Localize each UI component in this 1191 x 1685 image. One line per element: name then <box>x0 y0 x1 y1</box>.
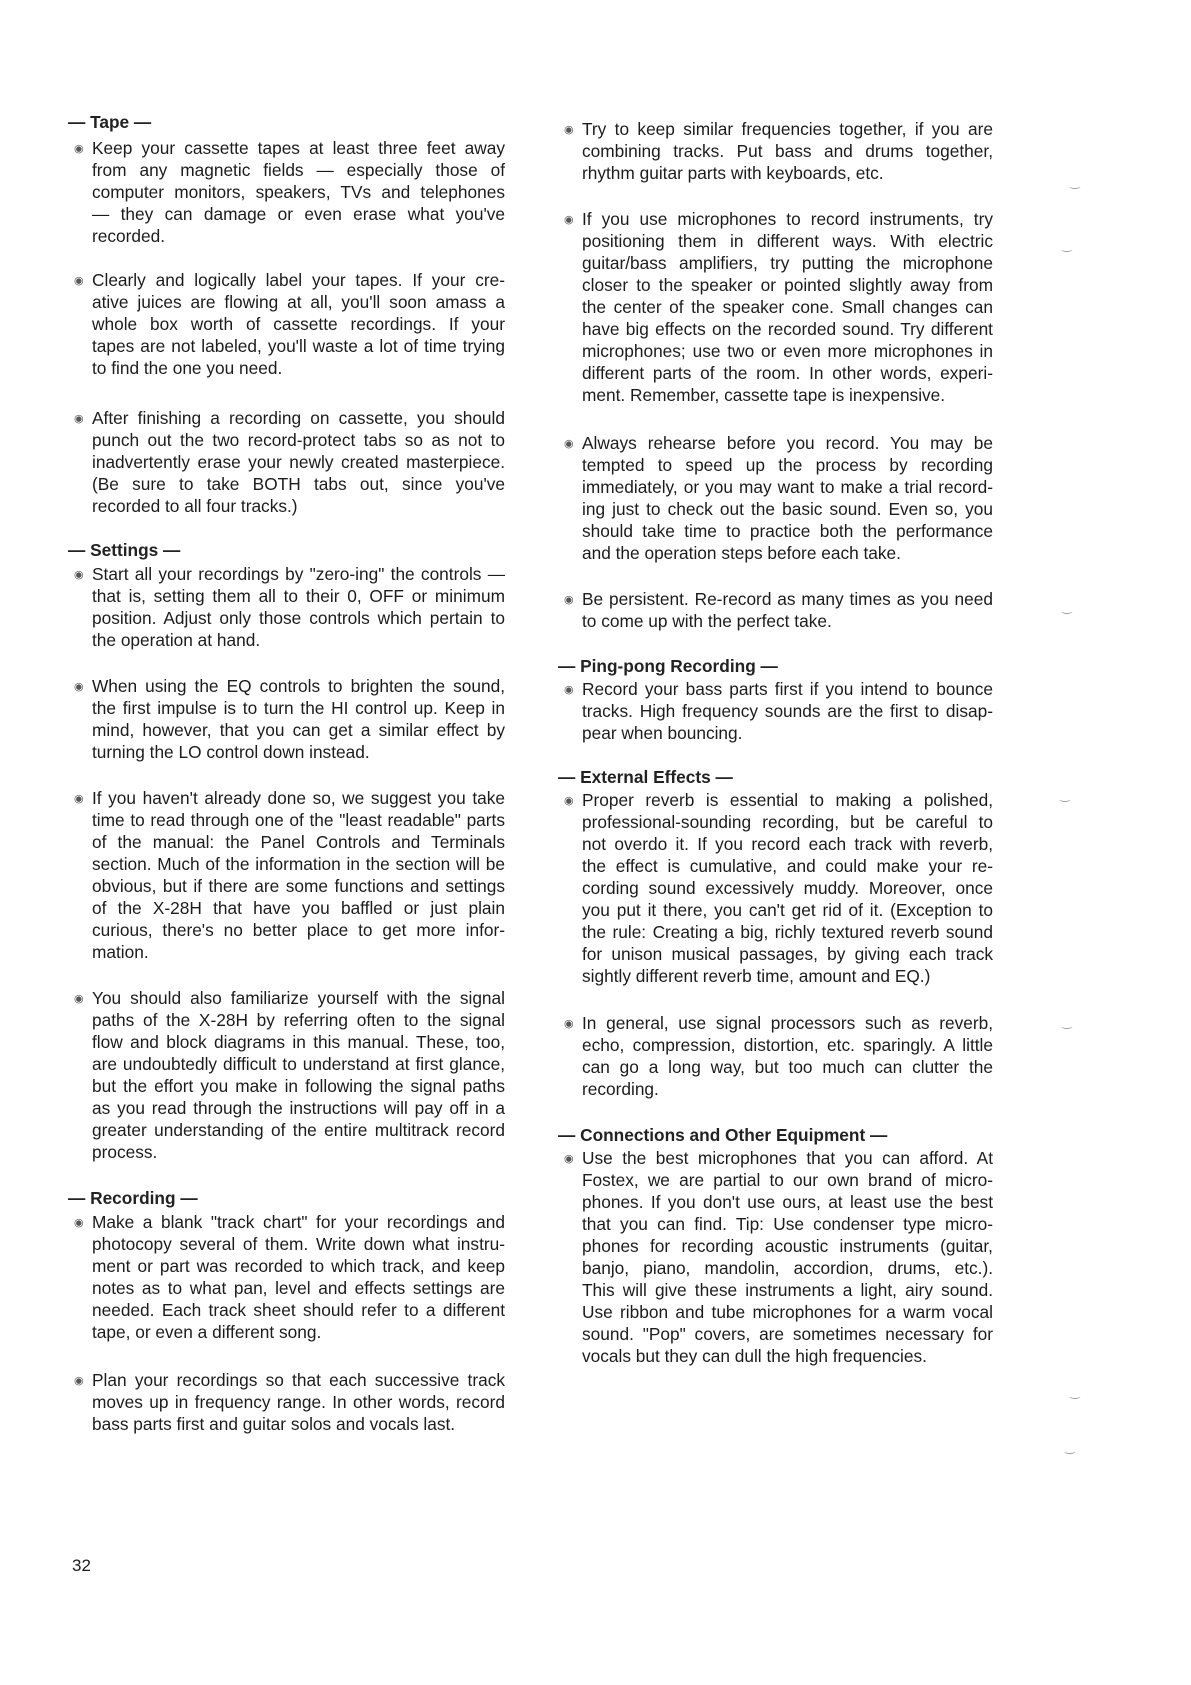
paragraph-line: section. Much of the information in the section will be <box>92 854 505 874</box>
paragraph-line: Keep your cassette tapes at least three feet away <box>92 138 505 158</box>
paragraph-line: ment or part was recorded to which track, and keep <box>92 1256 505 1276</box>
paragraph-line: Always rehearse before you record. You may be <box>582 433 993 453</box>
bullet-icon: ◉ <box>74 569 84 581</box>
section-heading-text: — Ping-pong Recording — <box>558 656 778 676</box>
paragraph-line: can go a long way, but too much can clutter the <box>582 1057 993 1077</box>
paragraph-line: as you read through the instructions will pay off in a <box>92 1098 505 1118</box>
paragraph-line: positioning them in different ways. With electric <box>582 231 993 251</box>
bullet-icon: ◉ <box>564 1153 574 1165</box>
paragraph-line: Clearly and logically label your tapes. If your cre- <box>92 270 505 290</box>
section-heading-text: — Settings — <box>68 540 181 560</box>
paragraph-line: ative juices are flowing at all, you'll soon amass a <box>92 292 505 312</box>
paragraph-line: Plan your recordings so that each successive track <box>92 1370 505 1390</box>
paragraph-line: needed. Each track sheet should refer to a different <box>92 1300 505 1320</box>
paragraph-line: greater understanding of the entire multitrack record <box>92 1120 505 1140</box>
paragraph-line: have big effects on the recorded sound. Try different <box>582 319 993 339</box>
section-heading-text: — External Effects — <box>558 767 733 787</box>
scan-mark: ‿ <box>1062 238 1072 252</box>
bullet-paragraph <box>74 407 505 517</box>
paragraph-line: If you haven't already done so, we suggest you take <box>92 788 505 808</box>
paragraph-line: Fostex, we are partial to our own brand of micro- <box>582 1170 993 1190</box>
bullet-icon: ◉ <box>74 993 84 1005</box>
bullet-paragraph <box>564 1012 993 1100</box>
paragraph-line: to find the one you need. <box>92 358 283 378</box>
paragraph-line: professional-sounding recording, but be careful to <box>582 812 993 832</box>
section-heading <box>558 655 993 677</box>
paragraph-line: This will give these instruments a light, airy sound. <box>582 1280 993 1300</box>
paragraph-line: vocals but they can dull the high frequencies. <box>582 1346 927 1366</box>
bullet-icon: ◉ <box>564 1018 574 1030</box>
bullet-paragraph <box>74 1369 505 1435</box>
paragraph-line: Record your bass parts first if you intend to bounce <box>582 679 993 699</box>
paragraph-line: for unison musical passages, by giving each track <box>582 944 993 964</box>
bullet-paragraph <box>74 563 505 651</box>
paragraph-line: tape, or even a different song. <box>92 1322 322 1342</box>
section-heading <box>68 539 505 561</box>
paragraph-line: not overdo it. If you record each track with reverb, <box>582 834 993 854</box>
paragraph-line: echo, compression, distortion, etc. sparingly. A little <box>582 1035 993 1055</box>
paragraph-line: position. Adjust only those controls which pertain to <box>92 608 505 628</box>
paragraph-line: Start all your recordings by "zero-ing" the controls — <box>92 564 505 584</box>
paragraph-line: of the X-28H that have you baffled or just plain <box>92 898 505 918</box>
section-heading-text: — Recording — <box>68 1188 198 1208</box>
bullet-paragraph <box>74 1211 505 1343</box>
scan-mark: ‿ <box>1070 175 1080 189</box>
page-number: 32 <box>72 1556 91 1575</box>
bullet-icon: ◉ <box>74 1375 84 1387</box>
paragraph-line: mind, however, that you can get a similar effect by <box>92 720 505 740</box>
bullet-paragraph <box>74 675 505 763</box>
paragraph-line: tapes are not labeled, you'll waste a lot of time trying <box>92 336 505 356</box>
bullet-paragraph <box>74 787 505 963</box>
bullet-paragraph <box>74 987 505 1163</box>
bullet-icon: ◉ <box>74 275 84 287</box>
paragraph-line: the center of the speaker cone. Small changes can <box>582 297 993 317</box>
paragraph-line: the operation at hand. <box>92 630 261 650</box>
paragraph-line: computer monitors, speakers, TVs and telephones <box>92 182 505 202</box>
bullet-paragraph <box>564 118 993 184</box>
paragraph-line: ing just to check out the basic sound. Even so, you <box>582 499 993 519</box>
scan-mark: ‿ <box>1062 600 1072 614</box>
paragraph-line: Use ribbon and tube microphones for a warm vocal <box>582 1302 993 1322</box>
section-heading <box>558 1124 993 1146</box>
paragraph-line: When using the EQ controls to brighten the sound, <box>92 676 505 696</box>
bullet-icon: ◉ <box>74 793 84 805</box>
bullet-icon: ◉ <box>74 413 84 425</box>
paragraph-line: that is, setting them all to their 0, OFF or minimum <box>92 586 505 606</box>
paragraph-line: the first impulse is to turn the HI control up. Keep in <box>92 698 505 718</box>
paragraph-line: In general, use signal processors such as reverb, <box>582 1013 993 1033</box>
paragraph-line: Be persistent. Re-record as many times as you need <box>582 589 993 609</box>
paragraph-line: pear when bouncing. <box>582 723 743 743</box>
paragraph-line: photocopy several of them. Write down what instru- <box>92 1234 505 1254</box>
paragraph-line: process. <box>92 1142 158 1162</box>
bullet-icon: ◉ <box>564 684 574 696</box>
paragraph-line: notes as to what pan, level and effects settings are <box>92 1278 505 1298</box>
paragraph-line: are undoubtedly difficult to understand at first glance, <box>92 1054 505 1074</box>
paragraph-line: Try to keep similar frequencies together, if you are <box>582 119 993 139</box>
paragraph-line: banjo, piano, mandolin, accordion, drums, etc.). <box>582 1258 993 1278</box>
paragraph-line: guitar/bass amplifiers, try putting the microphone <box>582 253 993 273</box>
paragraph-line: phones. If you don't use ours, at least use the best <box>582 1192 993 1212</box>
paragraph-line: combining tracks. Put bass and drums together, <box>582 141 993 161</box>
paragraph-line: Proper reverb is essential to making a polished, <box>582 790 993 810</box>
paragraph-line: ment. Remember, cassette tape is inexpensive. <box>582 385 946 405</box>
bullet-icon: ◉ <box>564 124 574 136</box>
paragraph-line: microphones; use two or even more microphones in <box>582 341 993 361</box>
scan-mark: ‿ <box>1065 1440 1075 1454</box>
paragraph-line: from any magnetic fields — especially those of <box>92 160 505 180</box>
bullet-icon: ◉ <box>74 681 84 693</box>
bullet-paragraph <box>74 269 505 379</box>
paragraph-line: time to read through one of the "least readable" parts <box>92 810 505 830</box>
bullet-icon: ◉ <box>564 214 574 226</box>
paragraph-line: to come up with the perfect take. <box>582 611 832 631</box>
paragraph-line: immediately, or you may want to make a trial record- <box>582 477 993 497</box>
paragraph-line: After finishing a recording on cassette, you should <box>92 408 505 428</box>
paragraph-line: You should also familiarize yourself with the signal <box>92 988 505 1008</box>
bullet-icon: ◉ <box>564 438 574 450</box>
paragraph-line: bass parts first and guitar solos and vocals last. <box>92 1414 456 1434</box>
scan-mark: ‿ <box>1060 788 1070 802</box>
section-heading-text: — Tape — <box>68 112 152 132</box>
paragraph-line: the effect is cumulative, and could make your re- <box>582 856 993 876</box>
paragraph-line: rhythm guitar parts with keyboards, etc. <box>582 163 884 183</box>
paragraph-line: but the effort you make in following the signal paths <box>92 1076 505 1096</box>
paragraph-line: different parts of the room. In other words, experi- <box>582 363 993 383</box>
paragraph-line: punch out the two record-protect tabs so as not to <box>92 430 505 450</box>
paragraph-line: Make a blank "track chart" for your recordings and <box>92 1212 505 1232</box>
paragraph-line: — they can damage or even erase what you've <box>92 204 505 224</box>
bullet-icon: ◉ <box>564 795 574 807</box>
paragraph-line: whole box worth of cassette recordings. If your <box>92 314 505 334</box>
scan-mark: ‿ <box>1070 1385 1080 1399</box>
paragraph-line: If you use microphones to record instruments, try <box>582 209 993 229</box>
paragraph-line: the rule: Creating a big, richly textured reverb sound <box>582 922 993 942</box>
bullet-paragraph <box>74 137 505 247</box>
paragraph-line: paths of the X-28H by referring often to the signal <box>92 1010 505 1030</box>
bullet-icon: ◉ <box>564 594 574 606</box>
paragraph-line: should take time to practice both the performance <box>582 521 993 541</box>
paragraph-line: turning the LO control down instead. <box>92 742 370 762</box>
paragraph-line: sound. "Pop" covers, are sometimes necessary for <box>582 1324 993 1344</box>
bullet-paragraph <box>564 1147 993 1367</box>
paragraph-line: closer to the speaker or pointed slightly away from <box>582 275 993 295</box>
bullet-icon: ◉ <box>74 1217 84 1229</box>
paragraph-line: moves up in frequency range. In other words, record <box>92 1392 505 1412</box>
paragraph-line: cording sound excessively muddy. Moreover, once <box>582 878 993 898</box>
section-heading <box>68 1187 505 1209</box>
paragraph-line: that you can find. Tip: Use condenser type micro- <box>582 1214 993 1234</box>
scan-mark: ‿ <box>1062 1015 1072 1029</box>
bullet-paragraph <box>564 208 993 406</box>
bullet-paragraph <box>564 432 993 564</box>
paragraph-line: obvious, but if there are some functions and settings <box>92 876 505 896</box>
paragraph-line: recorded. <box>92 226 166 246</box>
paragraph-line: (Be sure to take BOTH tabs out, since you've <box>92 474 505 494</box>
paragraph-line: of the manual: the Panel Controls and Terminals <box>92 832 505 852</box>
paragraph-line: sightly different reverb time, amount and EQ.) <box>582 966 931 986</box>
paragraph-line: recording. <box>582 1079 659 1099</box>
bullet-paragraph <box>564 789 993 987</box>
paragraph-line: flow and block diagrams in this manual. These, too, <box>92 1032 505 1052</box>
paragraph-line: you put it there, you can't get rid of it. (Exception to <box>582 900 993 920</box>
paragraph-line: tempted to speed up the process by recording <box>582 455 993 475</box>
paragraph-line: and the operation steps before each take. <box>582 543 901 563</box>
section-heading <box>68 111 505 133</box>
section-heading <box>558 766 993 788</box>
paragraph-line: mation. <box>92 942 149 962</box>
paragraph-line: phones for recording acoustic instruments (guitar, <box>582 1236 993 1256</box>
bullet-paragraph <box>564 588 993 632</box>
section-heading-text: — Connections and Other Equipment — <box>558 1125 888 1145</box>
paragraph-line: curious, there's no better place to get more infor- <box>92 920 505 940</box>
paragraph-line: Use the best microphones that you can afford. At <box>582 1148 993 1168</box>
paragraph-line: tracks. High frequency sounds are the first to disap- <box>582 701 993 721</box>
paragraph-line: inadvertently erase your newly created masterpiece. <box>92 452 505 472</box>
paragraph-line: recorded to all four tracks.) <box>92 496 298 516</box>
bullet-icon: ◉ <box>74 143 84 155</box>
bullet-paragraph <box>564 678 993 744</box>
